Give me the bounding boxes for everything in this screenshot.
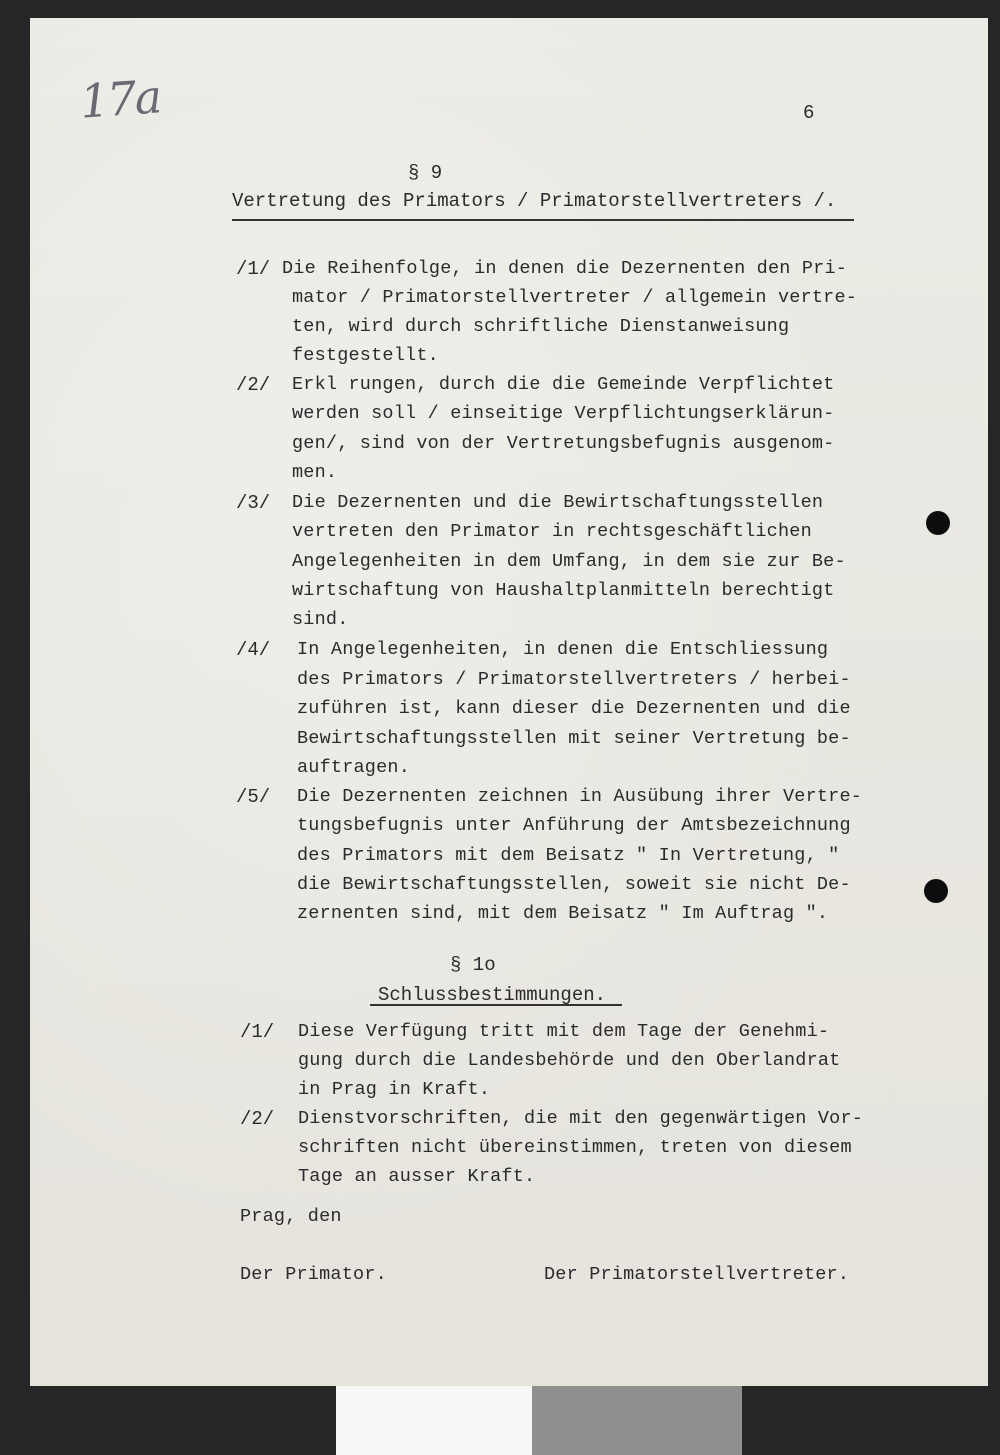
place-date: Prag, den [240,1206,342,1227]
paragraph-line: Bewirtschaftungsstellen mit seiner Vertretung be- [297,728,851,749]
paragraph-line: gung durch die Landesbehörde und den Oberlandrat [298,1050,841,1071]
paragraph-line: sind. [292,609,349,630]
signature-primator: Der Primator. [240,1264,387,1285]
paragraph-line: werden soll / einseitige Verpflichtungserklärun- [292,403,835,424]
paragraph-line: Die Dezernenten und die Bewirtschaftungsstellen [292,492,824,513]
section-9-title: Vertretung des Primators / Primatorstellvertreters /. [232,190,837,212]
paragraph-line: zernenten sind, mit dem Beisatz " Im Auftrag ". [297,903,829,924]
paragraph-line: Dienstvorschriften, die mit den gegenwärtigen Vor- [298,1108,864,1129]
paragraph-number: /2/ [240,1108,275,1130]
paragraph-line: auftragen. [297,757,411,778]
paragraph-line: Diese Verfügung tritt mit dem Tage der Genehmi- [298,1021,830,1042]
paragraph-line: tungsbefugnis unter Anführung der Amtsbezeichnung [297,815,851,836]
paragraph-line: in Prag in Kraft. [298,1079,491,1100]
paragraph-line: men. [292,462,338,483]
paragraph-line: vertreten den Primator in rechtsgeschäftlichen [292,521,812,542]
paragraph-line: festgestellt. [292,345,439,366]
paragraph-number: /1/ [240,1021,275,1043]
paragraph-line: Angelegenheiten in dem Umfang, in dem sie zur Be- [292,551,846,572]
paragraph-number: /1/ [236,258,271,280]
paragraph-line: In Angelegenheiten, in denen die Entschliessung [297,639,829,660]
paragraph-line: des Primators / Primatorstellvertreters / herbei- [297,669,851,690]
section-9-title-underline [232,219,854,221]
paragraph-line: Die Reihenfolge, in denen die Dezernenten den Pri- [282,258,848,279]
paragraph-number: /3/ [236,492,271,514]
paragraph-number: /2/ [236,374,271,396]
paragraph-line: wirtschaftung von Haushaltplanmitteln berechtigt [292,580,835,601]
paragraph-line: Tage an ausser Kraft. [298,1166,536,1187]
scan-color-patch-white [336,1386,532,1455]
paragraph-line: zuführen ist, kann dieser die Dezernenten und die [297,698,851,719]
page-number: 6 [803,102,815,124]
section-10-title: Schlussbestimmungen. [378,984,607,1006]
paragraph-line: schriften nicht übereinstimmen, treten von diesem [298,1137,852,1158]
paragraph-line: des Primators mit dem Beisatz " In Vertretung, " [297,845,840,866]
paragraph-number: /4/ [236,639,271,661]
paragraph-line: die Bewirtschaftungsstellen, soweit sie nicht De- [297,874,851,895]
paragraph-line: mator / Primatorstellvertreter / allgemein vertre- [292,287,858,308]
punch-hole [926,511,950,535]
paragraph-line: Erkl rungen, durch die die Gemeinde Verpflichtet [292,374,835,395]
paragraph-line: Die Dezernenten zeichnen in Ausübung ihrer Vertre- [297,786,863,807]
scan-color-patch-gray [532,1386,742,1455]
paragraph-number: /5/ [236,786,271,808]
signature-primator-deputy: Der Primatorstellvertreter. [544,1264,850,1285]
paragraph-line: ten, wird durch schriftliche Dienstanweisung [292,316,790,337]
section-10-title-underline [370,1004,622,1006]
section-10-symbol: § 1o [450,954,496,976]
handwritten-annotation: 17a [78,69,162,129]
section-9-symbol: § 9 [408,162,443,184]
punch-hole [924,879,948,903]
paragraph-line: gen/, sind von der Vertretungsbefugnis ausgenom- [292,433,835,454]
